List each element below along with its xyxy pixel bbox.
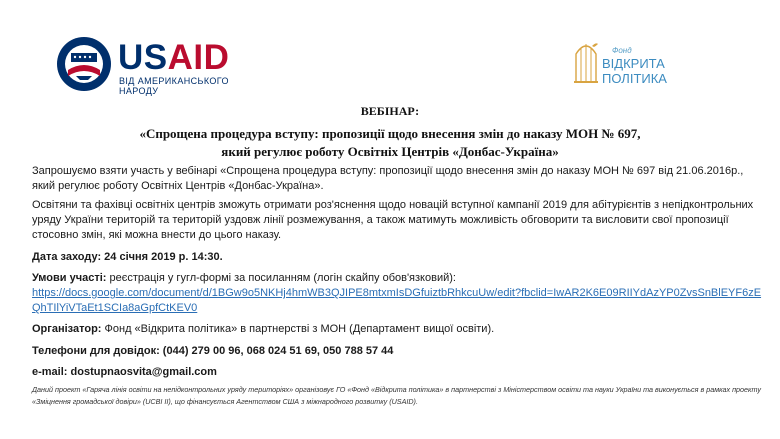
usaid-wordmark: USAID <box>118 38 230 77</box>
organizer-text: Фонд «Відкрита політика» в партнерстві з МОН (Департамент вищої освіти). <box>101 323 495 335</box>
vp-fond-label: Фонд <box>612 46 632 55</box>
invitation-paragraph: Запрошуємо взяти участь у вебінарі «Спрощена процедура вступу: пропозиції щодо внесення змін до наказу МОН № 697 від 21.06.2016р., який регулює роботу Освітніх Центрів «Донбас-Україна». <box>32 165 744 192</box>
webinar-title <box>0 125 780 161</box>
event-date: Дата заходу: 24 січня 2019 р. 14:30. <box>32 251 223 263</box>
vp-name-line2: ПОЛІТИКА <box>602 71 667 86</box>
vp-name <box>602 56 667 86</box>
usaid-logo <box>56 36 252 96</box>
description-paragraph: Освітяни та фахівці освітніх центрів зможуть отримати роз'яснення щодо новацій вступної кампанії 2019 для абітурієнтів з непідконтрольних уряду України територій та територій уздовж лінії розмежування, а також матимуть можливість обговорити та висловити свої пропозиції стосовно змін, які можна внести до цього наказу. <box>32 199 754 241</box>
participation-conditions <box>32 271 762 286</box>
usaid-seal-icon <box>56 36 112 92</box>
organizer <box>32 322 762 337</box>
footer-note: Даний проект «Гаряча лінія освіти на непідконтрольних уряду територіях» організовує ГО «Фонд «Відкрита політика» в партнерстві з Міністерством освіти та науки України та виконується в рамках проекту «Зміцнення громадської довіри» (UCBI II), що фінансується Агентством США з міжнародного розвитку (USAID). <box>32 385 761 406</box>
conditions-label: Умови участі: <box>32 272 107 284</box>
usaid-subtitle: ВІД АМЕРИКАНСЬКОГО НАРОДУ <box>119 76 229 96</box>
registration-link[interactable]: https://docs.google.com/document/d/1BGw9o5NKHj4hmWB3QJIPE8mtxmIsDGfuiztbRhkcuUw/edit?fbclid=IwAR2K6E09RIIYdAzYP0ZvsSnBlEYF6zEQhTIlYiVTaEt1SCIa8aGpfCtKEV0 <box>32 287 762 314</box>
birdcage-icon <box>572 36 600 86</box>
webinar-title-line1: «Спрощена процедура вступу: пропозиції щодо внесення змін до наказу МОН № 697, <box>139 126 641 141</box>
vidkryta-polityka-logo <box>572 36 682 92</box>
email[interactable]: e-mail: dostupnaosvita@gmail.com <box>32 366 217 378</box>
organizer-label: Організатор: <box>32 323 102 335</box>
vp-name-line1: ВІДКРИТА <box>602 56 665 71</box>
webinar-title-line2: який регулює роботу Освітніх Центрів «Донбас-Україна» <box>221 144 559 159</box>
phones: Телефони для довідок: (044) 279 00 96, 068 024 51 69, 050 788 57 44 <box>32 345 394 357</box>
conditions-text: реєстрація у гугл-формі за посиланням (логін скайпу обов'язковий): <box>106 272 456 284</box>
webinar-label: ВЕБІНАР: <box>360 104 420 118</box>
